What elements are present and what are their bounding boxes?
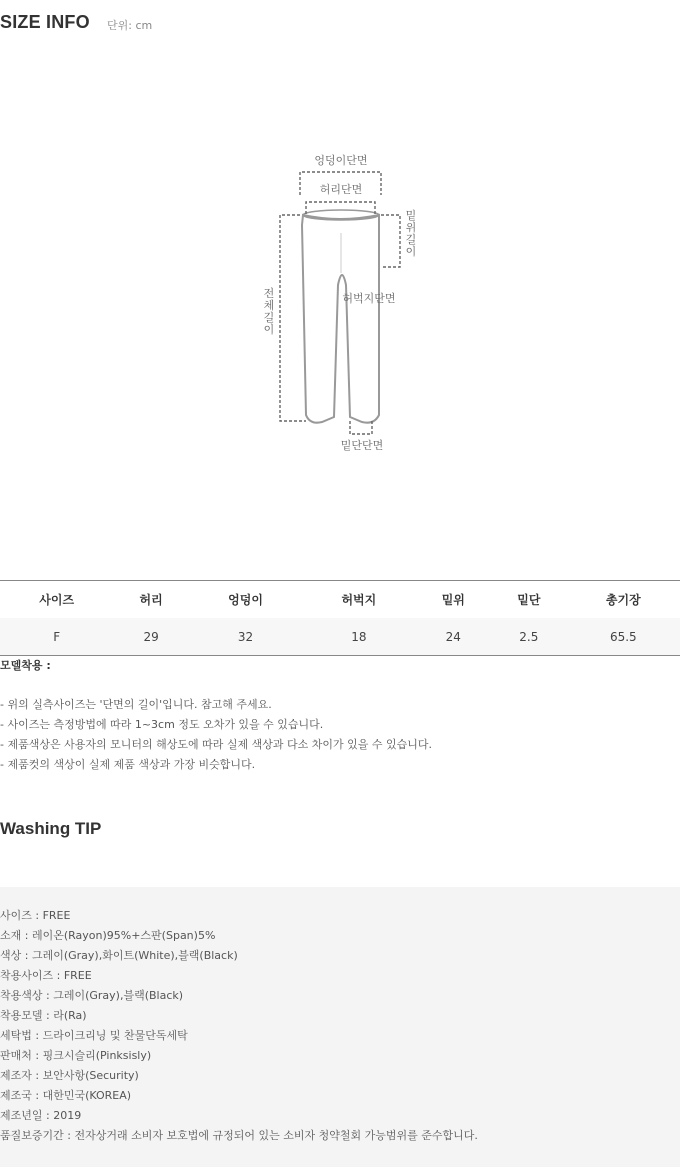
header-cell: 밑위 (416, 581, 492, 619)
list-item: 제조국 : 대한민국(KOREA) (0, 1089, 132, 1102)
header-cell: 총기장 (567, 581, 680, 619)
list-item: 소재 : 레이온(Rayon)95%+스판(Span)5% (0, 929, 216, 942)
rise-measure-line (381, 215, 400, 267)
header-cell: 밑단 (491, 581, 567, 619)
waist-label: 허리단면 (319, 183, 363, 196)
waist-measure-line (306, 202, 375, 214)
header-cell: 허리 (113, 581, 189, 619)
total-label: 전 체 길 이 (263, 287, 275, 336)
list-item: 세탁법 : 드라이크리닝 및 찬물단독세탁 (0, 1029, 188, 1042)
list-item: 품질보증기간 : 전자상거래 소비자 보호법에 규정되어 있는 소비자 청약철회 가능범위를 준수합니다. (0, 1129, 478, 1142)
table-cell: 32 (189, 618, 302, 656)
size-table (0, 580, 680, 656)
list-item: - 사이즈는 측정방법에 따라 1~3cm 정도 오차가 있을 수 있습니다. (0, 718, 324, 731)
model-wearing-label: 모델착용 : (0, 659, 51, 672)
unit-label: 단위: cm (107, 19, 153, 32)
table-cell: 65.5 (567, 618, 680, 656)
table-row (0, 618, 680, 656)
list-item: 착용사이즈 : FREE (0, 969, 92, 982)
table-cell: 18 (302, 618, 415, 656)
hip-label: 엉덩이단면 (314, 154, 368, 167)
list-item: - 제품색상은 사용자의 모니터의 해상도에 따라 실제 색상과 다소 차이가 있을 수 있습니다. (0, 738, 432, 751)
washing-tip-title: Washing TIP (0, 819, 102, 838)
rise-label: 밑 위 길 이 (405, 209, 417, 258)
list-item: 사이즈 : FREE (0, 909, 71, 922)
header-cell: 사이즈 (0, 581, 113, 619)
list-item: 제조자 : 보안사항(Security) (0, 1069, 139, 1082)
list-item: 제조년일 : 2019 (0, 1109, 82, 1122)
list-item: - 위의 실측사이즈는 '단면의 길이'입니다. 참고해 주세요. (0, 698, 272, 711)
table-cell: F (0, 618, 113, 656)
table-cell: 2.5 (491, 618, 567, 656)
table-cell: 29 (113, 618, 189, 656)
hem-label: 밑단단면 (340, 439, 384, 452)
product-spec-box (0, 887, 680, 1167)
list-item: 착용모델 : 라(Ra) (0, 1009, 87, 1022)
size-notes (0, 697, 432, 777)
table-cell: 24 (416, 618, 492, 656)
spec-list (0, 908, 478, 1148)
pants-size-diagram (240, 145, 440, 465)
header-cell: 허벅지 (302, 581, 415, 619)
header-cell: 엉덩이 (189, 581, 302, 619)
size-info-title: SIZE INFO (0, 12, 90, 32)
size-table-header-row (0, 581, 680, 619)
list-item: - 제품컷의 색상이 실제 제품 색상과 가장 비슷합니다. (0, 758, 256, 771)
list-item: 판매처 : 핑크시슬리(Pinksisly) (0, 1049, 152, 1062)
list-item: 색상 : 그레이(Gray),화이트(White),블랙(Black) (0, 949, 238, 962)
thigh-label: 허벅지단면 (342, 292, 396, 305)
list-item: 착용색상 : 그레이(Gray),블랙(Black) (0, 989, 184, 1002)
